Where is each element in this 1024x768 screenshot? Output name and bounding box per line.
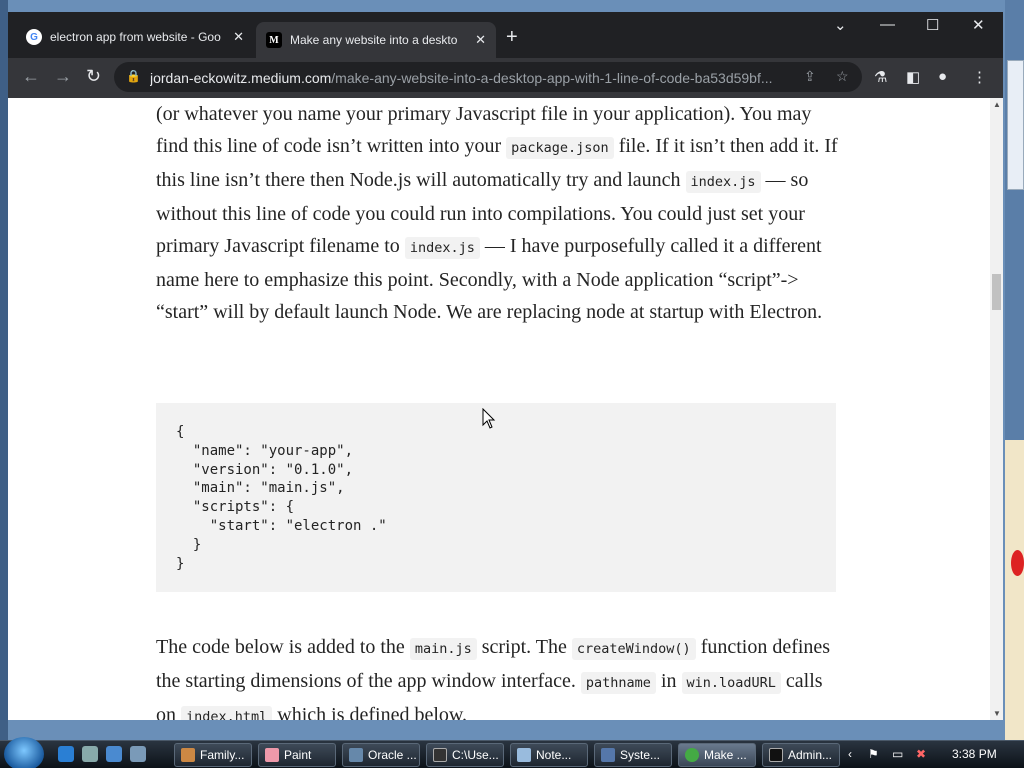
windows-taskbar bbox=[0, 740, 1024, 768]
close-tab-icon[interactable]: ✕ bbox=[233, 29, 244, 44]
app-icon bbox=[181, 748, 195, 762]
tab-medium-article[interactable] bbox=[256, 22, 496, 58]
url-text[interactable] bbox=[150, 70, 790, 86]
internet-explorer-icon[interactable] bbox=[58, 746, 74, 762]
new-tab-button[interactable]: + bbox=[506, 26, 518, 48]
taskbar-button-family[interactable] bbox=[174, 743, 252, 767]
chrome-icon bbox=[685, 748, 699, 762]
text-run: which is defined below. bbox=[272, 704, 468, 720]
text-run: (or whatever you name your primary Javascript file in your application). You may find this line of code isn’t written into your bbox=[156, 103, 812, 157]
text-run: — so without this line of code you could run into compilations. You could just set your primary Javascript filename to bbox=[156, 169, 809, 257]
inline-code: win.loadURL bbox=[682, 672, 781, 694]
inline-code: main.js bbox=[410, 638, 477, 660]
taskbar-button-label: Family... bbox=[200, 748, 245, 762]
start-button[interactable] bbox=[4, 737, 44, 768]
scrollbar-thumb[interactable] bbox=[992, 274, 1001, 310]
text-run: The code below is added to the bbox=[156, 636, 410, 658]
code-text: { "name": "your-app", "version": "0.1.0", "main": "main.js", "scripts": { "start": "electron ." } } bbox=[176, 424, 387, 572]
taskbar-button-label: Note... bbox=[536, 748, 572, 762]
text-run: — I have purposefully called it a different name here to emphasize this point. Secondly, with a Node application “script”-> “start” will by default launch Node. We are replacing node at startup with Electron. bbox=[156, 235, 823, 323]
browser-window bbox=[8, 12, 1003, 720]
volume-muted-icon[interactable]: ✖ bbox=[916, 747, 927, 761]
lock-icon[interactable]: 🔒 bbox=[126, 69, 141, 83]
inline-code: index.js bbox=[686, 171, 761, 193]
7zip-icon bbox=[433, 748, 447, 762]
taskbar-button-label: Syste... bbox=[620, 748, 661, 762]
scroll-up-arrow-icon[interactable]: ▲ bbox=[993, 100, 1001, 109]
taskbar-button-label: Paint bbox=[284, 748, 312, 762]
mouse-cursor-icon bbox=[482, 408, 496, 430]
taskbar-button-admin-cmd[interactable] bbox=[762, 743, 840, 767]
text-run: script. The bbox=[476, 636, 572, 658]
share-icon[interactable]: ⇪ bbox=[804, 68, 816, 84]
menu-kebab-icon[interactable]: ⋮ bbox=[972, 69, 987, 86]
code-block bbox=[156, 403, 836, 592]
vertical-scrollbar[interactable] bbox=[990, 98, 1003, 720]
text-run: function defines the starting dimensions of the app window interface. bbox=[156, 636, 831, 692]
url-host: jordan-eckowitz.medium.com bbox=[150, 70, 332, 86]
system-icon bbox=[601, 748, 615, 762]
medium-icon: M bbox=[266, 32, 282, 48]
tab-search-icon[interactable]: ⌄ bbox=[834, 17, 847, 34]
taskbar-button-label: Admin... bbox=[788, 748, 833, 762]
notepad-icon bbox=[517, 748, 531, 762]
labs-flask-icon[interactable]: ⚗ bbox=[874, 69, 888, 86]
profile-avatar-icon[interactable]: ● bbox=[938, 68, 948, 85]
tab-google-search[interactable] bbox=[16, 22, 254, 52]
page-content bbox=[8, 98, 990, 720]
command-prompt-icon bbox=[769, 748, 783, 762]
taskbar-button-label: Make ... bbox=[704, 748, 747, 762]
action-center-flag-icon[interactable]: ⚑ bbox=[868, 747, 879, 761]
taskbar-button-chrome[interactable] bbox=[678, 743, 756, 767]
tab-title: electron app from website - Goo bbox=[50, 30, 221, 44]
close-window-button[interactable]: ✕ bbox=[972, 17, 985, 34]
inline-code: pathname bbox=[581, 672, 656, 694]
back-button[interactable]: ← bbox=[22, 66, 40, 86]
show-desktop-icon[interactable] bbox=[106, 746, 122, 762]
taskbar-button-7zip[interactable] bbox=[426, 743, 504, 767]
virtualbox-icon[interactable] bbox=[82, 746, 98, 762]
browser-toolbar bbox=[8, 58, 1003, 98]
background-window-fragment bbox=[1007, 60, 1024, 190]
inline-code: index.html bbox=[181, 706, 272, 720]
inline-code: package.json bbox=[506, 137, 614, 159]
article-paragraph bbox=[156, 631, 846, 720]
tab-title: Make any website into a deskto bbox=[290, 33, 458, 47]
show-hidden-icons-chevron-icon[interactable]: ‹ bbox=[848, 747, 852, 761]
desktop-icon-fragment bbox=[1011, 550, 1024, 576]
virtualbox-icon bbox=[349, 748, 363, 762]
system-clock[interactable]: 3:38 PM bbox=[952, 747, 997, 761]
maximize-button[interactable]: ☐ bbox=[926, 17, 940, 34]
close-tab-icon[interactable]: ✕ bbox=[475, 32, 486, 47]
reload-button[interactable]: ↻ bbox=[86, 66, 102, 86]
desktop-background-left bbox=[0, 0, 8, 740]
text-run: in bbox=[655, 670, 682, 692]
desktop-background-right bbox=[1005, 0, 1024, 740]
taskbar-button-oracle[interactable] bbox=[342, 743, 420, 767]
desktop-wallpaper-fragment bbox=[1005, 440, 1024, 740]
taskbar-button-notepad[interactable] bbox=[510, 743, 588, 767]
google-icon: G bbox=[26, 29, 42, 45]
tab-strip bbox=[8, 12, 1003, 58]
url-path: /make-any-website-into-a-desktop-app-with-1-line-of-code-ba53d59bf... bbox=[331, 70, 773, 86]
scroll-down-arrow-icon[interactable]: ▼ bbox=[993, 709, 1001, 718]
forward-button[interactable]: → bbox=[54, 66, 72, 86]
switch-windows-icon[interactable] bbox=[130, 746, 146, 762]
article-paragraph bbox=[156, 98, 846, 328]
text-run: file. If it isn’t then add it. If this line isn’t there then Node.js will automatically try and launch bbox=[156, 135, 838, 191]
side-panel-icon[interactable]: ◧ bbox=[906, 69, 921, 86]
bookmark-star-icon[interactable]: ☆ bbox=[836, 68, 849, 84]
network-icon[interactable]: ▭ bbox=[892, 747, 904, 761]
taskbar-button-label: C:\Use... bbox=[452, 748, 499, 762]
inline-code: createWindow() bbox=[572, 638, 696, 660]
minimize-button[interactable]: — bbox=[880, 16, 895, 33]
inline-code: index.js bbox=[405, 237, 480, 259]
address-bar[interactable] bbox=[114, 62, 862, 92]
taskbar-button-system[interactable] bbox=[594, 743, 672, 767]
text-run: calls on bbox=[156, 670, 823, 720]
taskbar-button-label: Oracle ... bbox=[368, 748, 417, 762]
paint-icon bbox=[265, 748, 279, 762]
taskbar-button-paint[interactable] bbox=[258, 743, 336, 767]
